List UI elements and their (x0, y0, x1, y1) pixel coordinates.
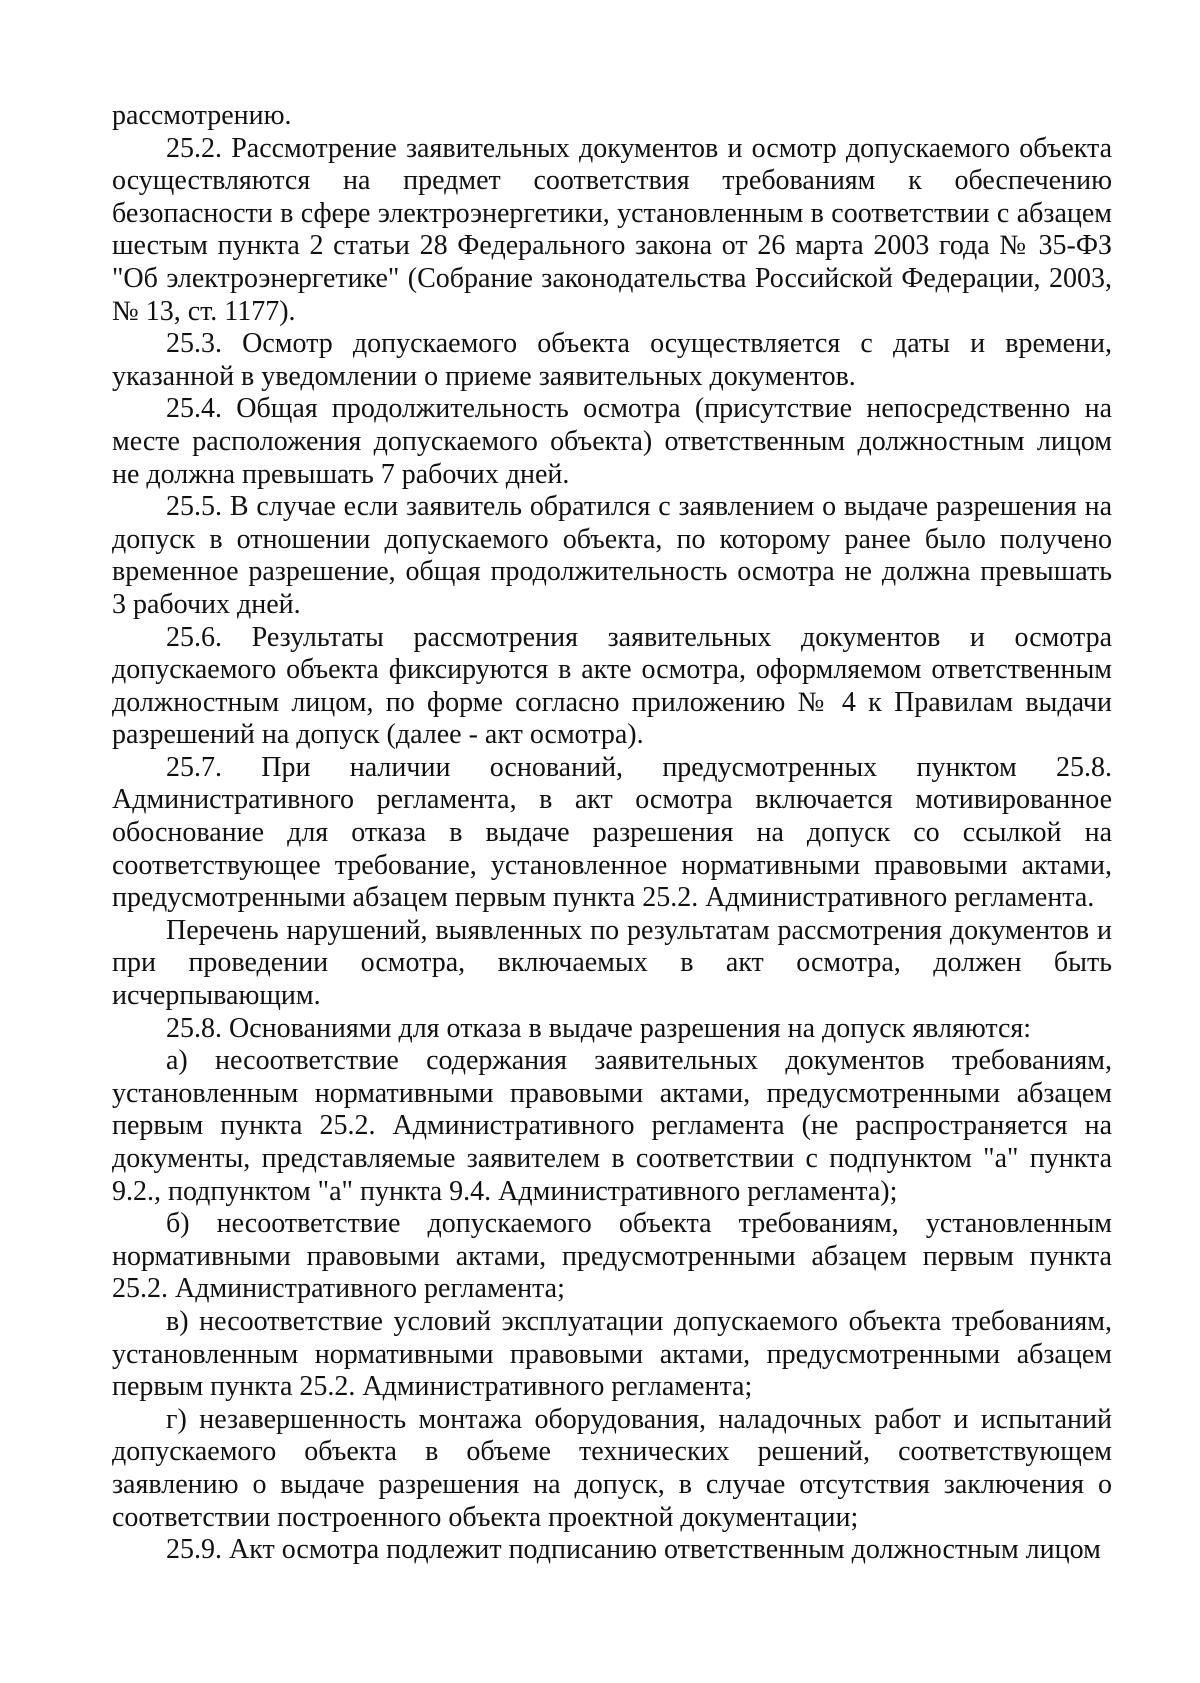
paragraph-25-4: 25.4. Общая продолжительность осмотра (присутствие непосредственно на месте расположения допускаемого объекта) ответственным должностным лицом не должна превышать 7 рабочих дней. (112, 393, 1112, 490)
paragraph-25-8-a: а) несоответствие содержания заявительных документов требованиям, установленным нормативными правовыми актами, предусмотренными абзацем первым пункта 25.2. Административного регламента (не распространяется на документы, представляемые заявителем в соответствии с подпунктом "а" пункта 9.2., подпунктом "а" пункта 9.4. Административного регламента); (112, 1045, 1112, 1207)
paragraph-25-5: 25.5. В случае если заявитель обратился с заявлением о выдаче разрешения на допуск в отношении допускаемого объекта, по которому ранее было получено временное разрешение, общая продолжительность осмотра не должна превышать 3 рабочих дней. (112, 491, 1112, 620)
paragraph-25-9: 25.9. Акт осмотра подлежит подписанию ответственным должностным лицом (166, 1534, 1101, 1566)
paragraph-25-2: 25.2. Рассмотрение заявительных документов и осмотр допускаемого объекта осуществляются на предмет соответствия требованиям к обеспечению безопасности в сфере электроэнергетики, установленным в соответствии с абзацем шестым пункта 2 статьи 28 Федерального закона от 26 марта 2003 года № 35-ФЗ "Об электроэнергетике" (Собрание законодательства Российской Федерации, 2003, № 13, ст. 1177). (112, 132, 1112, 327)
paragraph-25-8-b: б) несоответствие допускаемого объекта требованиям, установленным нормативными правовыми актами, предусмотренными абзацем первым пункта 25.2. Административного регламента; (112, 1208, 1112, 1305)
paragraph-25-8-g: г) незавершенность монтажа оборудования, наладочных работ и испытаний допускаемого объекта в объеме технических решений, соответствующем заявлению о выдаче разрешения на допуск, в случае отсутствия заключения о соответствии построенного объекта проектной документации; (112, 1403, 1112, 1533)
paragraph-continuation: рассмотрению. (112, 100, 292, 131)
paragraph-25-8: 25.8. Основаниями для отказа в выдаче разрешения на допуск являются: (166, 1012, 1032, 1044)
paragraph-25-7: 25.7. При наличии оснований, предусмотренных пунктом 25.8. Административного регламента, в акт осмотра включается мотивированное обоснование для отказа в выдаче разрешения на допуск со ссылкой на соответствующее требование, установленное нормативными правовыми актами, предусмотренными абзацем первым пункта 25.2. Административного регламента. (112, 751, 1112, 914)
document-page (112, 100, 1112, 1567)
paragraph-25-8-v: в) несоответствие условий эксплуатации допускаемого объекта требованиям, установленным нормативными правовыми актами, предусмотренными абзацем первым пункта 25.2. Административного регламента; (112, 1305, 1112, 1403)
paragraph-25-3: 25.3. Осмотр допускаемого объекта осуществляется с даты и времени, указанной в уведомлении о приеме заявительных документов. (112, 328, 1112, 392)
paragraph-violations-list: Перечень нарушений, выявленных по результатам рассмотрения документов и при проведении осмотра, включаемых в акт осмотра, должен быть исчерпывающим. (112, 914, 1112, 1012)
paragraph-25-6: 25.6. Результаты рассмотрения заявительных документов и осмотра допускаемого объекта фиксируются в акте осмотра, оформляемом ответственным должностным лицом, по форме согласно приложению № 4 к Правилам выдачи разрешений на допуск (далее - акт осмотра). (112, 621, 1112, 751)
